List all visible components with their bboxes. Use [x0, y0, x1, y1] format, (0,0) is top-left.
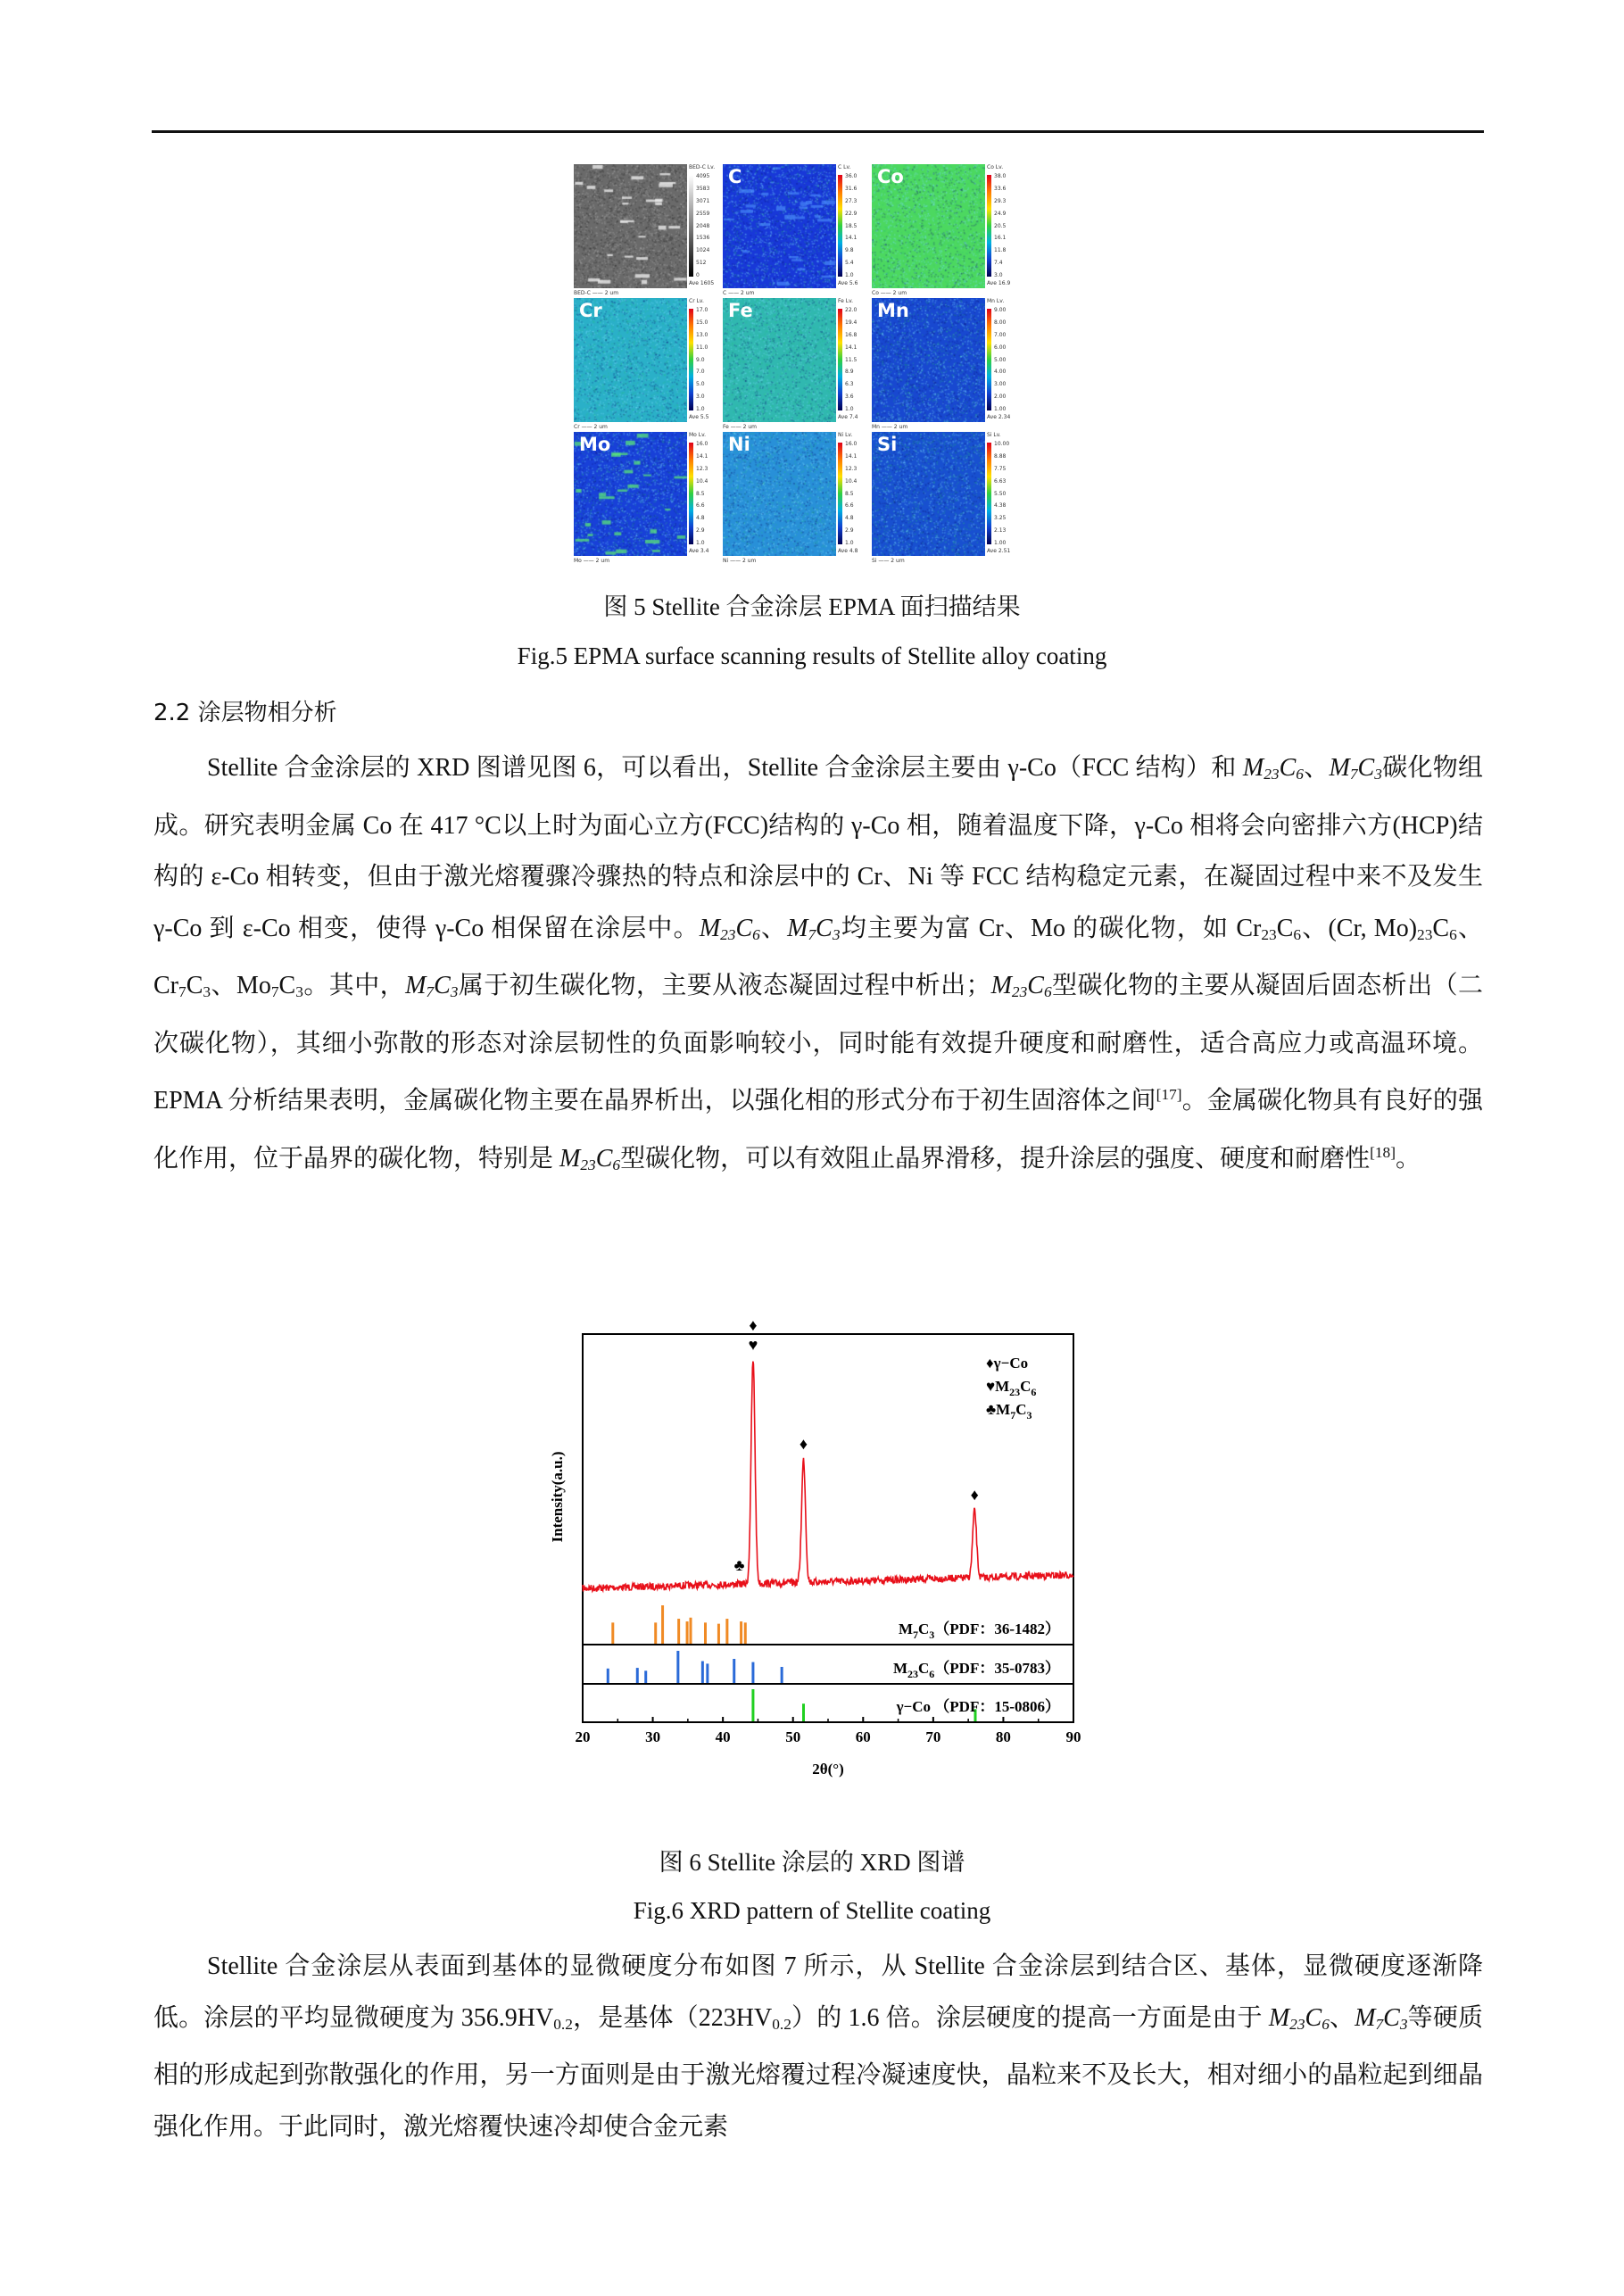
colorbar-tick: 1.0: [845, 406, 854, 412]
epma-panel: [723, 164, 858, 296]
x-tick-label: 20: [575, 1728, 591, 1745]
scale-bar: Si —— 2 um: [872, 558, 905, 564]
colorbar-ticks: [994, 441, 1009, 546]
colorbar-tick: 3.00: [994, 381, 1007, 388]
colorbar-tick: 6.3: [845, 381, 854, 388]
average-value: Ave 1605: [689, 280, 715, 286]
colorbar-title: BED-C Lv.: [689, 164, 716, 170]
x-tick-label: 90: [1065, 1728, 1081, 1745]
legend-entry: ♦γ−Co: [986, 1355, 1029, 1372]
colorbar-tick: 38.0: [994, 173, 1007, 179]
colorbar-tick: 7.0: [696, 369, 705, 376]
colorbar-tick: 9.00: [994, 307, 1007, 313]
colorbar-tick: 2048: [696, 222, 710, 229]
colorbar-tick: 3071: [696, 197, 710, 204]
text-run: Stellite 合金涂层的 XRD 图谱见图 6，可以看出，Stellite 合金涂层主要由 γ-Co（FCC 结构）和: [207, 754, 1243, 782]
element-label: Ni: [728, 434, 750, 455]
colorbar-tick: 14.1: [845, 452, 858, 460]
figure5-caption-en: Fig.5 EPMA surface scanning results of Stellite alloy coating: [517, 642, 1107, 669]
colorbar-tick: 16.8: [845, 331, 858, 338]
average-value: Ave 2.51: [987, 548, 1011, 554]
epma-panel: [574, 164, 716, 296]
element-label: C: [728, 166, 742, 187]
colorbar-tick: 5.50: [994, 490, 1007, 497]
colorbar-tick: 11.5: [845, 356, 858, 363]
text-run: 型碳化物，可以有效阻止晶界滑移，提升涂层的强度、硬度和耐磨性: [620, 1144, 1371, 1173]
formula-m23c6: $M_{23}C_6$: [1242, 754, 1304, 783]
colorbar-tick: 1024: [696, 247, 710, 254]
colorbar-tick: 10.4: [696, 477, 708, 485]
scale-bar: Cr —— 2 um: [574, 424, 608, 430]
colorbar-tick: 36.0: [845, 173, 858, 179]
xrd-plot: [535, 1321, 1106, 1820]
average-value: Ave 16.9: [987, 280, 1011, 286]
formula-m7c3: $M_7C_3$: [787, 914, 841, 943]
colorbar-tick: 27.3: [845, 197, 858, 204]
colorbar-tick: 2.13: [994, 527, 1007, 535]
formula-m7c3: $M_7C_3$: [405, 972, 459, 1000]
formula-cr23c6: $Cr_{23}C_6$: [1236, 914, 1302, 943]
colorbar-tick: 3.0: [696, 394, 705, 401]
colorbar-tick: 7.75: [994, 465, 1007, 472]
formula-m23c6: $M_{23}C_6$: [1268, 2003, 1330, 2033]
colorbar-tick: 8.5: [696, 490, 705, 497]
epma-panel: [723, 298, 858, 430]
element-label: Fe: [728, 300, 753, 321]
average-value: Ave 7.4: [838, 414, 858, 420]
colorbar: [838, 175, 842, 277]
scale-bar: C —— 2 um: [723, 290, 755, 296]
colorbar-tick: 0: [696, 272, 700, 278]
formula-cr7c3: $Cr_7C_3$: [153, 972, 211, 1000]
colorbar-tick: 6.6: [696, 502, 705, 510]
colorbar-tick: 15.0: [696, 319, 708, 326]
average-value: Ave 4.8: [838, 548, 858, 554]
colorbar: [838, 309, 842, 410]
text-run: Stellite 合金涂层从表面到基体的显微硬度分布如图 7 所示，从 Stellite 合金涂层到结合区、基体，显微硬度逐渐降低。涂层的平均显微硬度为 356.9HV: [153, 1952, 1483, 2032]
figure6-caption-en: Fig.6 XRD pattern of Stellite coating: [633, 1897, 991, 1924]
peak-marker: ♦: [799, 1434, 808, 1453]
colorbar-tick: 7.00: [994, 331, 1007, 338]
formula-m7c3: $M_7C_3$: [1355, 2003, 1408, 2033]
colorbar-tick: 24.9: [994, 210, 1007, 217]
peak-marker: ♥: [748, 1335, 758, 1354]
y-axis-label: Intensity(a.u.): [549, 1451, 566, 1543]
x-tick-label: 70: [925, 1728, 941, 1745]
scale-bar: Fe —— 2 um: [723, 424, 758, 430]
colorbar-ticks: [696, 441, 708, 546]
colorbar: [987, 309, 991, 410]
colorbar-tick: 17.0: [696, 307, 708, 313]
element-map-image: [574, 164, 687, 288]
colorbar-tick: 1.0: [845, 272, 854, 278]
text-run: 。金属碳化物具有良好的强化作用，位于晶界的碳化物，特别是: [153, 1087, 1483, 1173]
colorbar-tick: 2.00: [994, 394, 1007, 401]
colorbar-tick: 1536: [696, 235, 710, 242]
x-tick-label: 60: [855, 1728, 871, 1745]
citation[interactable]: [18]: [1370, 1143, 1396, 1161]
colorbar-tick: 16.0: [845, 441, 858, 447]
element-label: Mn: [877, 300, 909, 321]
colorbar-tick: 2559: [696, 210, 710, 217]
colorbar-tick: 1.0: [845, 540, 854, 546]
colorbar-tick: 16.1: [994, 235, 1007, 242]
formula-mo7c3: $Mo_7C_3$: [236, 972, 303, 1000]
colorbar-tick: 14.1: [845, 235, 858, 242]
colorbar-tick: 2.9: [845, 527, 854, 535]
colorbar-title: Mn Lv.: [987, 298, 1005, 304]
text-run: ，是基体（223HV: [572, 2003, 773, 2032]
colorbar-tick: 9.0: [696, 356, 705, 363]
colorbar-ticks: [696, 173, 709, 278]
colorbar-tick: 14.1: [696, 452, 708, 460]
x-tick-label: 40: [715, 1728, 731, 1745]
x-tick-label: 50: [785, 1728, 801, 1745]
colorbar: [689, 175, 693, 277]
colorbar-tick: 8.9: [845, 369, 854, 376]
colorbar-ticks: [696, 307, 708, 412]
text-run: 型碳化物的主要从凝固后固态析出（二次碳化物），其细小弥散的形态对涂层韧性的负面影响较小，同时能有效提升硬度和耐磨性，适合高应力或高温环境。EPMA 分析结果表明，金属碳化物主要在晶界析出，以强化相的形式分布于初生固溶体之间: [153, 972, 1483, 1115]
average-value: Ave 2.34: [987, 414, 1011, 420]
colorbar-tick: 5.0: [696, 381, 705, 388]
colorbar-title: Ni Lv.: [838, 432, 853, 438]
colorbar-tick: 3583: [696, 185, 710, 192]
citation[interactable]: [17]: [1156, 1086, 1182, 1103]
text-run: 碳化物组成。研究表明金属 Co 在 417 °C以上时为面心立方(FCC)结构的 γ-Co 相，随着温度下降，γ-Co 相将会向密排六方(HCP)结构的 ε-Co 相转变，但由于激光熔覆骤冷骤热的特点和涂层中的 Cr、Ni 等 FCC 结构稳定元素，在凝固过程中来不及发生 γ-Co 到 ε-Co 相变，使得 γ-Co 相保留在涂层中。: [153, 754, 1483, 942]
legend-entry: $♣M_7C_3$: [986, 1401, 1032, 1422]
colorbar-tick: 14.1: [845, 344, 858, 351]
colorbar-tick: 2.9: [696, 527, 705, 535]
element-label: Co: [877, 166, 904, 187]
element-label: Mo: [579, 434, 611, 455]
epma-panel: [723, 432, 858, 564]
colorbar-ticks: [994, 307, 1006, 412]
paragraph-phase-analysis: Stellite 合金涂层的 XRD 图谱见图 6，可以看出，Stellite 合金涂层主要由 γ-Co（FCC 结构）和 $M_{23}C_6$、$M_7C_3$碳化物组成。研究表明金属 Co 在 417 °C以上时为面心立方(FCC)结构的 γ-Co 相，随着温度下降，γ-Co 相将会向密排六方(HCP)结构的 ε-Co 相转变，但由于激光熔覆骤冷骤热的特点和涂层中的 Cr、Ni 等 FCC 结构稳定元素，在凝固过程中来不及发生 γ-Co 到 ε-Co 相变，使得 γ-Co 相保留在涂层中。$M_{23}C_6$、$M_7C_3$均主要为富 Cr、Mo 的碳化物，如 $Cr_{23}C_6$、(Cr, $Mo)_{23}C_6$、$Cr_7C_3$、$Mo_7C_3$。其中，$M_7C_3$属于初生碳化物，主要从液态凝固过程中析出；$M_{23}C_6$型碳化物的主要从凝固后固态析出（二次碳化物），其细小弥散的形态对涂层韧性的负面影响较小，同时能有效提升硬度和耐磨性，适合高应力或高温环境。EPMA 分析结果表明，金属碳化物主要在晶界析出，以强化相的形式分布于初生固溶体之间[17]。金属碳化物具有良好的强化作用，位于晶界的碳化物，特别是 $M_{23}C_6$型碳化物，可以有效阻止晶界滑移，提升涂层的强度、硬度和耐磨性[18]。: [153, 754, 1483, 1173]
formula-m23c6: $M_{23}C_6$: [990, 972, 1052, 1000]
colorbar-tick: 1.00: [994, 540, 1007, 546]
colorbar-tick: 8.5: [845, 490, 854, 497]
colorbar-tick: 13.0: [696, 331, 708, 338]
colorbar-ticks: [994, 173, 1006, 278]
reference-label: $M_7C_3(PDF$：36-1482）: [898, 1620, 1060, 1641]
colorbar-title: Si Lv.: [987, 432, 1001, 438]
colorbar-title: Cr Lv.: [689, 298, 704, 304]
colorbar-tick: 10.4: [845, 477, 858, 485]
colorbar-tick: 3.25: [994, 515, 1007, 522]
text-run: 属于初生碳化物，主要从液态凝固过程中析出；: [458, 972, 991, 999]
colorbar-tick: 512: [696, 260, 707, 267]
formula-m23c6: $M_{23}C_6$: [699, 914, 760, 943]
peak-marker: ♦: [970, 1486, 979, 1504]
figure5-caption-cn: 图 5 Stellite 合金涂层 EPMA 面扫描结果: [603, 593, 1021, 620]
colorbar-ticks: [845, 307, 857, 412]
colorbar-tick: 4.00: [994, 369, 1007, 376]
epma-panel: [574, 432, 709, 564]
header-rule: [152, 130, 1484, 133]
average-value: Ave 5.6: [838, 280, 858, 286]
colorbar-tick: 16.0: [696, 441, 708, 447]
peak-marker: ♦: [749, 1321, 758, 1334]
colorbar-tick: 4095: [696, 173, 710, 179]
colorbar: [987, 175, 991, 277]
colorbar-tick: 9.8: [845, 247, 854, 254]
formula-crmo23c6: (Cr, $Mo)_{23}C_6$: [1328, 914, 1457, 943]
colorbar-tick: 18.5: [845, 222, 858, 229]
x-tick-label: 80: [995, 1728, 1011, 1745]
colorbar: [689, 309, 693, 410]
scale-bar: Ni —— 2 um: [723, 558, 757, 564]
colorbar-tick: 22.0: [845, 307, 858, 313]
colorbar-tick: 12.3: [845, 465, 858, 472]
colorbar-tick: 22.9: [845, 210, 858, 217]
colorbar-tick: 29.3: [994, 197, 1007, 204]
colorbar-tick: 12.3: [696, 465, 708, 472]
text-run: ）的 1.6 倍。涂层硬度的提高一方面是由于: [791, 2003, 1269, 2032]
legend-entry: $♥M_{23}C_6$: [986, 1378, 1037, 1398]
colorbar: [987, 443, 991, 544]
colorbar-tick: 5.00: [994, 356, 1007, 363]
element-label: Cr: [579, 300, 602, 321]
colorbar-tick: 8.88: [994, 452, 1007, 460]
scale-bar: Co —— 2 um: [872, 290, 907, 296]
colorbar-tick: 3.0: [994, 272, 1003, 278]
colorbar-tick: 19.4: [845, 319, 858, 326]
xrd-chart: [535, 1321, 1106, 1820]
text-run: 等硬质相的形成起到弥散强化的作用，另一方面则是由于激光熔覆过程冷凝速度快，晶粒来不及长大，相对细小的晶粒起到细晶强化作用。于此同时，激光熔覆快速冷却使合金元素: [153, 2003, 1483, 2141]
colorbar-tick: 4.38: [994, 502, 1007, 510]
epma-panel: [574, 298, 709, 430]
colorbar-title: Fe Lv.: [838, 298, 854, 304]
colorbar-tick: 10.00: [994, 441, 1010, 447]
scale-bar: Mo —— 2 um: [574, 558, 610, 564]
epma-panel: [872, 432, 1011, 564]
x-tick-label: 30: [645, 1728, 661, 1745]
colorbar-tick: 31.6: [845, 185, 858, 192]
colorbar-tick: 4.8: [845, 515, 854, 522]
colorbar-tick: 7.4: [994, 260, 1003, 267]
colorbar-tick: 1.0: [696, 406, 705, 412]
colorbar-tick: 5.4: [845, 260, 854, 267]
reference-label: γ−Co （PDF：15-0806）: [896, 1698, 1060, 1715]
figure6-caption-cn: 图 6 Stellite 涂层的 XRD 图谱: [659, 1849, 965, 1876]
colorbar-ticks: [845, 173, 857, 278]
colorbar-tick: 11.0: [696, 344, 708, 351]
colorbar-tick: 11.8: [994, 247, 1007, 254]
colorbar-tick: 1.00: [994, 406, 1007, 412]
colorbar-ticks: [845, 441, 857, 546]
average-value: Ave 3.4: [689, 548, 709, 554]
colorbar-title: Mo Lv.: [689, 432, 707, 438]
colorbar-tick: 20.5: [994, 222, 1007, 229]
x-axis-label: 2θ(°): [812, 1761, 844, 1778]
colorbar: [838, 443, 842, 544]
element-label: Si: [877, 434, 898, 455]
text-run: 。其中，: [302, 972, 406, 999]
paragraph-microhardness: Stellite 合金涂层从表面到基体的显微硬度分布如图 7 所示，从 Stellite 合金涂层到结合区、基体，显微硬度逐渐降低。涂层的平均显微硬度为 $356.9HV_{0.2}$，是基体$(223HV_{0.2})$的 1.6 倍。涂层硬度的提高一方面是由于 $M_{23}C_6$、$M_7C_3$等硬质相的形成起到弥散强化的作用，另一方面则是由于激光熔覆过程冷凝速度快，晶粒来不及长大，相对细小的晶粒起到细晶强化作用。于此同时，激光熔覆快速冷却使合金元素: [153, 1952, 1483, 2141]
colorbar-tick: 6.00: [994, 344, 1007, 351]
colorbar-tick: 33.6: [994, 185, 1007, 192]
colorbar-tick: 6.63: [994, 477, 1007, 485]
colorbar-tick: 1.0: [696, 540, 705, 546]
scale-bar: BED-C —— 2 um: [574, 290, 619, 296]
colorbar-tick: 3.6: [845, 394, 854, 401]
text-run: 均主要为富 Cr、Mo 的碳化物，如: [840, 914, 1237, 942]
colorbar-tick: 8.00: [994, 319, 1007, 326]
scale-bar: Mn —— 2 um: [872, 424, 908, 430]
colorbar: [689, 443, 693, 544]
reference-label: $M_{23}C_6(PDF$：35-0783）: [892, 1660, 1060, 1680]
peak-marker: ♣: [733, 1556, 745, 1574]
colorbar-tick: 6.6: [845, 502, 854, 510]
formula-m23c6: $M_{23}C_6$: [559, 1144, 621, 1173]
measured-pattern-line: [583, 1362, 1073, 1592]
colorbar-tick: 4.8: [696, 515, 705, 522]
colorbar-title: C Lv.: [838, 164, 851, 170]
formula-m7c3: $M_7C_3$: [1329, 754, 1382, 783]
epma-panel: [872, 298, 1011, 430]
colorbar-title: Co Lv.: [987, 164, 1004, 170]
epma-panel: [872, 164, 1011, 296]
epma-figure: [574, 164, 1029, 564]
average-value: Ave 5.5: [689, 414, 709, 420]
section-heading: 2.2 涂层物相分析: [153, 700, 337, 726]
